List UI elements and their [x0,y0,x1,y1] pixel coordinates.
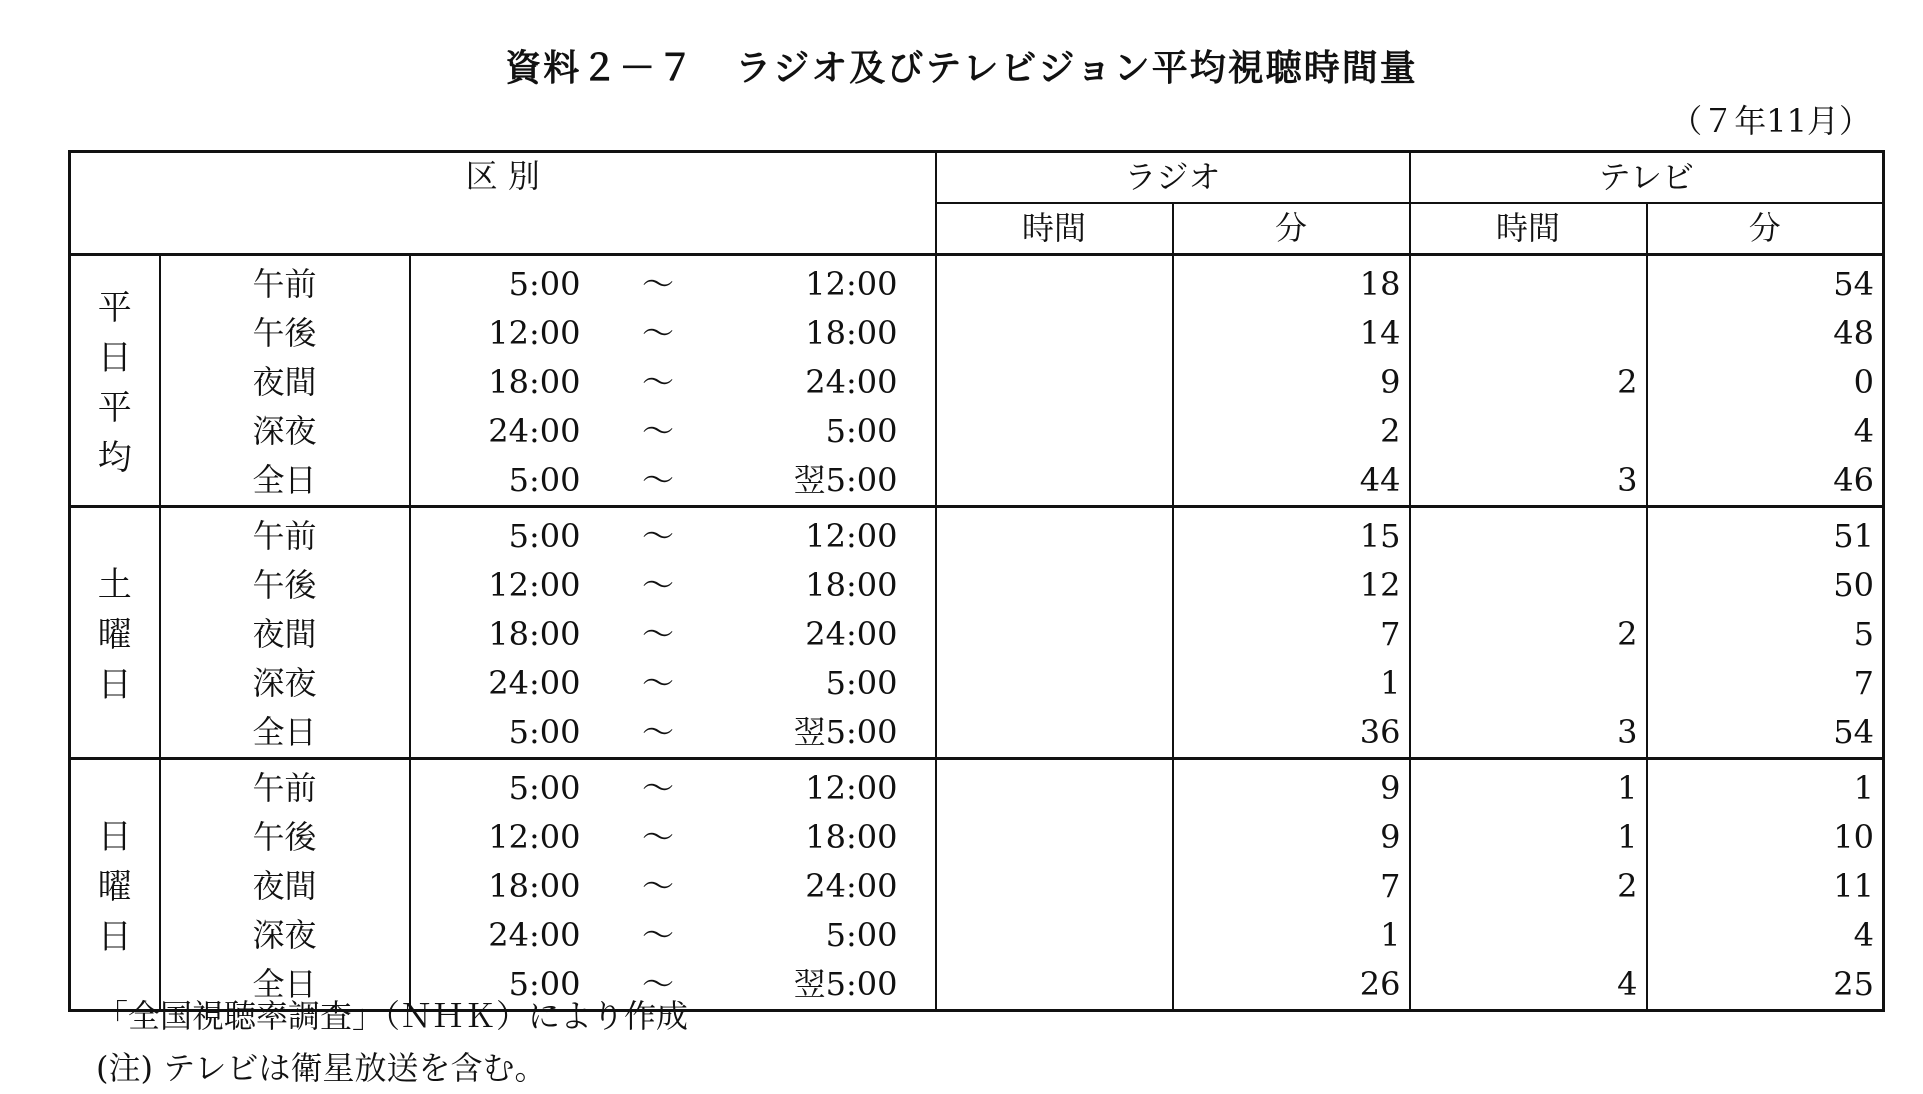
header-tv-hours: 時間 [1410,203,1647,255]
radio-minutes: 9 [1173,358,1410,407]
time-wave: ～ [641,818,674,856]
tv-hours [1410,255,1647,310]
table-row [70,708,1884,759]
time-start: 5:00 [508,713,581,751]
tv-minutes: 4 [1647,911,1884,960]
period-label: 夜間 [160,862,410,911]
group-label [70,507,160,759]
table-row [70,759,1884,814]
radio-minutes: 15 [1173,507,1410,562]
radio-minutes: 26 [1173,960,1410,1011]
tv-hours [1410,407,1647,456]
time-range [410,708,936,759]
time-range [410,358,936,407]
radio-hours [936,759,1173,814]
time-start: 5:00 [508,461,581,499]
header-radio-minutes: 分 [1173,203,1410,255]
header-radio-hours: 時間 [936,203,1173,255]
period-label: 午後 [160,309,410,358]
time-start: 24:00 [488,916,581,954]
header-tv-minutes: 分 [1647,203,1884,255]
time-start: 24:00 [488,412,581,450]
time-start: 5:00 [508,517,581,555]
time-end: 5:00 [825,664,898,702]
radio-hours [936,862,1173,911]
time-end: 翌5:00 [793,461,898,499]
time-end: 12:00 [805,769,898,807]
time-wave: ～ [641,867,674,905]
period-label: 午前 [160,507,410,562]
period-label: 全日 [160,456,410,507]
time-wave: ～ [641,265,674,303]
radio-minutes: 9 [1173,759,1410,814]
radio-hours [936,507,1173,562]
period-label: 深夜 [160,659,410,708]
radio-minutes: 9 [1173,813,1410,862]
tv-minutes: 25 [1647,960,1884,1011]
survey-date: （７年11月） [1670,102,1871,140]
tv-hours: 1 [1410,813,1647,862]
tv-minutes: 54 [1647,708,1884,759]
radio-hours [936,960,1173,1011]
time-range [410,255,936,310]
table-body [70,255,1884,1011]
period-label: 深夜 [160,911,410,960]
source-note: 「全国視聴率調査」（ＮＨＫ）により作成 [96,997,689,1035]
time-range [410,659,936,708]
time-start: 5:00 [508,265,581,303]
title-main: ラジオ及びテレビジョン平均視聴時間量 [735,48,1418,89]
time-end: 12:00 [805,265,898,303]
time-start: 12:00 [488,314,581,352]
radio-hours [936,659,1173,708]
time-range [410,456,936,507]
time-wave: ～ [641,713,674,751]
time-start: 18:00 [488,363,581,401]
header-tv: テレビ [1410,152,1884,204]
tv-minutes: 5 [1647,610,1884,659]
radio-minutes: 18 [1173,255,1410,310]
radio-hours [936,407,1173,456]
time-wave: ～ [641,664,674,702]
notes [96,990,688,1094]
time-end: 12:00 [805,517,898,555]
radio-minutes: 7 [1173,610,1410,659]
table-row [70,659,1884,708]
table-row [70,610,1884,659]
group-label-char: 土 [97,564,132,605]
time-end: 翌5:00 [793,965,898,1003]
radio-hours [936,309,1173,358]
radio-hours [936,708,1173,759]
tv-hours [1410,507,1647,562]
tv-minutes: 54 [1647,255,1884,310]
group-label [70,255,160,507]
table-row [70,813,1884,862]
period-label: 全日 [160,960,410,1011]
period-label: 午前 [160,759,410,814]
period-label: 午前 [160,255,410,310]
tv-hours [1410,309,1647,358]
time-range [410,813,936,862]
time-wave: ～ [641,965,674,1003]
group-label-char: 曜 [97,866,132,907]
period-label: 夜間 [160,358,410,407]
table-row [70,407,1884,456]
time-start: 18:00 [488,867,581,905]
radio-minutes: 1 [1173,659,1410,708]
group-label-char: 曜 [97,614,132,655]
radio-hours [936,456,1173,507]
period-label: 夜間 [160,610,410,659]
group-label-char: 日 [97,916,132,957]
tv-minutes: 4 [1647,407,1884,456]
radio-minutes: 7 [1173,862,1410,911]
time-range [410,407,936,456]
table-row [70,507,1884,562]
tv-hours: 2 [1410,862,1647,911]
time-end: 5:00 [825,412,898,450]
radio-hours [936,813,1173,862]
radio-minutes: 44 [1173,456,1410,507]
period-label: 深夜 [160,407,410,456]
tv-hours: 1 [1410,759,1647,814]
tv-minutes: 46 [1647,456,1884,507]
table-row [70,561,1884,610]
time-range [410,759,936,814]
time-start: 5:00 [508,965,581,1003]
time-end: 18:00 [805,566,898,604]
tv-hours: 3 [1410,456,1647,507]
table-row [70,862,1884,911]
time-range [410,610,936,659]
group-label-char: 平 [97,387,132,428]
tv-hours: 4 [1410,960,1647,1011]
time-end: 18:00 [805,818,898,856]
radio-hours [936,255,1173,310]
tv-hours: 3 [1410,708,1647,759]
group-label-char: 平 [97,287,132,328]
time-wave: ～ [641,615,674,653]
title-label: 資料２－７ [505,48,696,89]
header-category: 区 別 [70,152,936,255]
radio-minutes: 36 [1173,708,1410,759]
time-wave: ～ [641,461,674,499]
table-row [70,911,1884,960]
tv-minutes: 10 [1647,813,1884,862]
period-label: 午後 [160,813,410,862]
table-row [70,358,1884,407]
time-range [410,561,936,610]
period-label: 全日 [160,708,410,759]
radio-hours [936,610,1173,659]
time-end: 24:00 [805,615,898,653]
table-row [70,456,1884,507]
tv-hours [1410,659,1647,708]
table-row [70,309,1884,358]
viewing-time-table [68,150,1885,1012]
group-label-char: 日 [97,664,132,705]
time-end: 翌5:00 [793,713,898,751]
radio-hours [936,911,1173,960]
tv-minutes: 51 [1647,507,1884,562]
tv-minutes: 0 [1647,358,1884,407]
tv-minutes: 11 [1647,862,1884,911]
footnote: (注) テレビは衛星放送を含む。 [96,1049,547,1087]
time-end: 18:00 [805,314,898,352]
group-label-char: 日 [97,816,132,857]
time-start: 18:00 [488,615,581,653]
time-start: 12:00 [488,818,581,856]
radio-minutes: 1 [1173,911,1410,960]
radio-minutes: 2 [1173,407,1410,456]
time-wave: ～ [641,769,674,807]
tv-hours [1410,561,1647,610]
time-start: 24:00 [488,664,581,702]
time-range [410,911,936,960]
tv-hours: 2 [1410,358,1647,407]
tv-hours [1410,911,1647,960]
header-radio: ラジオ [936,152,1410,204]
time-wave: ～ [641,412,674,450]
time-end: 24:00 [805,363,898,401]
time-wave: ～ [641,517,674,555]
group-label [70,759,160,1011]
tv-minutes: 48 [1647,309,1884,358]
time-end: 5:00 [825,916,898,954]
period-label: 午後 [160,561,410,610]
time-start: 12:00 [488,566,581,604]
document-title [0,40,1923,91]
radio-hours [936,358,1173,407]
group-label-char: 均 [97,437,132,478]
table-header [70,152,1884,255]
time-wave: ～ [641,566,674,604]
tv-minutes: 7 [1647,659,1884,708]
time-wave: ～ [641,363,674,401]
time-range [410,862,936,911]
radio-minutes: 12 [1173,561,1410,610]
radio-hours [936,561,1173,610]
time-wave: ～ [641,314,674,352]
tv-minutes: 50 [1647,561,1884,610]
tv-hours: 2 [1410,610,1647,659]
time-start: 5:00 [508,769,581,807]
time-range [410,507,936,562]
group-label-char: 日 [97,337,132,378]
time-end: 24:00 [805,867,898,905]
time-range [410,309,936,358]
table-row [70,255,1884,310]
tv-minutes: 1 [1647,759,1884,814]
radio-minutes: 14 [1173,309,1410,358]
time-wave: ～ [641,916,674,954]
